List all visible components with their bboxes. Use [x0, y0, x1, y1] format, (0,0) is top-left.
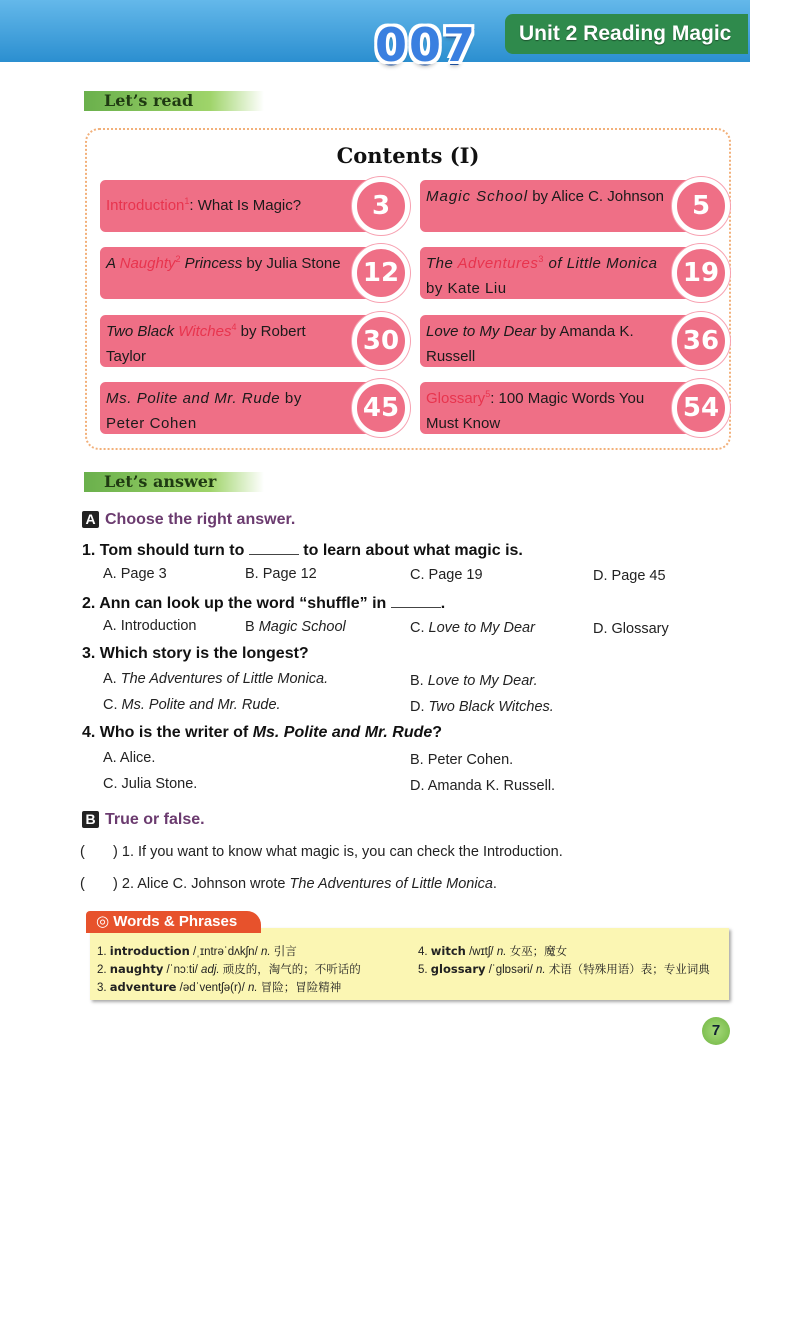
- lets-read-tag: Let’s read: [84, 91, 264, 111]
- lets-answer-tag: Let’s answer: [84, 472, 264, 492]
- page-number: 7: [702, 1017, 730, 1045]
- answer-blank: [249, 540, 299, 555]
- contents-entry: [420, 247, 720, 299]
- page-number-badge: 36: [672, 312, 730, 370]
- page-number-badge: 54: [672, 379, 730, 437]
- option-d: D. Page 45: [593, 568, 666, 584]
- word-entry: 5. glossary /ˈɡlɒsəri/ n. 术语（特殊用语）表；专业词典: [418, 962, 710, 976]
- option-a: A. Alice.: [103, 750, 156, 766]
- word-entry: 3. adventure /ədˈventʃə(r)/ n. 冒险；冒险精神: [97, 980, 342, 994]
- option-b: B. Peter Cohen.: [410, 752, 514, 768]
- contents-entry: [100, 315, 400, 367]
- entry-title: Introduction$^1$: What Is Magic?: [106, 196, 302, 214]
- contents-title: Contents (I): [336, 143, 480, 168]
- entry-title: The Adventures$^3$ of Little Monica by Kate Liu: [426, 254, 658, 297]
- page-number-badge: 5: [672, 177, 730, 235]
- option-d: D. Amanda K. Russell.: [410, 778, 556, 794]
- question-2: 2. Ann can look up the word “shuffle” in .: [82, 595, 446, 612]
- option-b: B. Page 12: [245, 566, 317, 582]
- option-d: D. Two Black Witches.: [410, 699, 554, 715]
- answer-blank: [391, 593, 441, 608]
- entry-title: Glossary$^5$: 100 Magic Words You Must Know: [426, 389, 645, 432]
- option-c: C. Julia Stone.: [103, 776, 198, 792]
- part-a-badge: A: [82, 511, 99, 528]
- part-b-heading: [82, 811, 205, 829]
- option-a: A. Page 3: [103, 566, 167, 582]
- page-number-badge: 3: [352, 177, 410, 235]
- option-c: C. Love to My Dear: [410, 620, 535, 636]
- statement-1: ( ) 1. If you want to know what magic is, you can check the Introduction.: [80, 844, 563, 860]
- words-tab: ◎ Words & Phrases: [86, 911, 261, 933]
- unit-number: 007: [375, 18, 478, 72]
- contents-entry: [420, 180, 720, 232]
- option-a: A. Introduction: [103, 618, 197, 634]
- entry-title: A Naughty$^2$ Princess by Julia Stone: [106, 254, 341, 272]
- contents-entry: [100, 382, 400, 434]
- contents-entry: [100, 247, 400, 299]
- page-number-badge: 45: [352, 379, 410, 437]
- option-b: B. Love to My Dear.: [410, 673, 538, 689]
- contents-entry: [100, 180, 400, 232]
- question-1: 1. Tom should turn to to learn about what magic is.: [82, 542, 523, 559]
- page-number-badge: 12: [352, 244, 410, 302]
- entry-title: Love to My Dear by Amanda K. Russell: [426, 323, 634, 365]
- word-entry: 4. witch /wɪtʃ/ n. 女巫；魔女: [418, 944, 568, 958]
- question-3: 3. Which story is the longest?: [82, 645, 309, 662]
- option-d: D. Glossary: [593, 621, 669, 637]
- unit-title: Unit 2 Reading Magic: [505, 14, 748, 54]
- option-c: C. Page 19: [410, 567, 483, 583]
- entry-title: Magic School by Alice C. Johnson: [426, 188, 664, 205]
- contents-entry: [420, 315, 720, 367]
- option-c: C. Ms. Polite and Mr. Rude.: [103, 697, 281, 713]
- part-a-heading: [82, 511, 295, 529]
- question-4: 4. Who is the writer of Ms. Polite and Mr. Rude?: [82, 724, 443, 741]
- part-b-badge: B: [82, 811, 99, 828]
- contents-entry: [420, 382, 720, 434]
- page-number-badge: 19: [672, 244, 730, 302]
- entry-title: Ms. Polite and Mr. Rude by Peter Cohen: [106, 390, 302, 432]
- entry-title: Two Black Witches$^4$ by Robert Taylor: [106, 322, 306, 365]
- option-b: B Magic School: [245, 619, 346, 635]
- statement-2: ( ) 2. Alice C. Johnson wrote The Adventures of Little Monica.: [80, 876, 497, 892]
- part-a-title: Choose the right answer.: [105, 511, 296, 528]
- word-entry: 2. naughty /ˈnɔːti/ adj. 顽皮的，淘气的；不听话的: [97, 962, 361, 976]
- page-number-badge: 30: [352, 312, 410, 370]
- part-b-title: True or false.: [105, 811, 205, 828]
- option-a: A. The Adventures of Little Monica.: [103, 671, 329, 687]
- word-entry: 1. introduction /ˌɪntrəˈdʌkʃn/ n. 引言: [97, 944, 297, 958]
